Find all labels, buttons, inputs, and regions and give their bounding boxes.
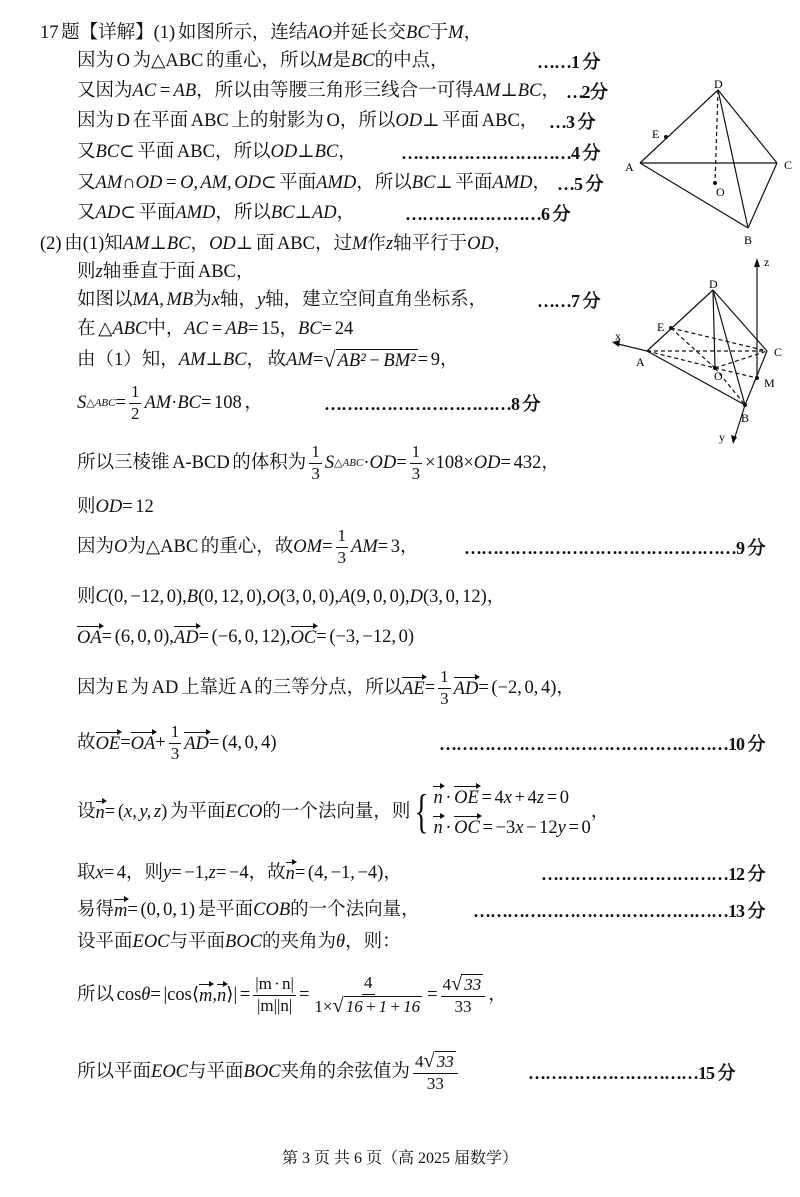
subscript: △ABC <box>334 457 364 470</box>
text-run: = 0 <box>565 817 591 838</box>
text-run: 因为 E 为 AD 上靠近 A 的三等分点，所以 <box>77 678 403 699</box>
vector: AD <box>453 679 479 700</box>
math-var: AMD <box>175 203 216 223</box>
text-run: ， <box>493 234 513 254</box>
math-var: x <box>515 817 524 838</box>
text-run: = 24 <box>321 319 354 339</box>
text-run: 33 <box>426 1073 444 1093</box>
text-run: · <box>171 393 178 414</box>
score-mark: …5 分 <box>557 174 603 194</box>
text-run: = 9， <box>417 350 459 370</box>
math-var: M <box>351 234 368 254</box>
text-run: 所以平面 <box>77 1062 152 1083</box>
text-run: · <box>442 817 455 838</box>
math-var: OD <box>95 497 123 517</box>
math-var: AMD <box>316 173 357 193</box>
brace: { <box>415 784 429 838</box>
text-run: 轴垂直于面 ABC， <box>102 262 255 282</box>
radicand: 33 <box>436 1052 454 1071</box>
math-var: ABC <box>112 319 148 339</box>
text-run: 所以 cos <box>77 985 142 1006</box>
label-A: A <box>636 355 645 369</box>
text-run: ×108× <box>425 453 474 474</box>
text-run: = ( <box>104 801 124 822</box>
math-var: z <box>536 787 545 808</box>
math-var: AM <box>95 173 123 193</box>
text-run: 所以三棱锥 A-BCD 的体积为 <box>77 453 307 474</box>
radicand: 16 + 1 + 16 <box>345 996 421 1016</box>
text-run: 3 <box>311 463 320 483</box>
math-var: BC <box>166 234 191 254</box>
math-var: AM <box>351 537 378 558</box>
radical-sign: √ <box>332 994 344 1017</box>
text-run: = −4，故 <box>215 863 286 883</box>
math-var: AM <box>178 350 206 370</box>
text-run: 又 <box>77 142 96 162</box>
text-run: 的夹角为 <box>262 932 337 952</box>
text-run: 设平面 <box>77 932 133 952</box>
math-var: BC <box>411 173 436 193</box>
text-run: 4 <box>415 1052 424 1071</box>
text-run: = <box>424 678 436 699</box>
math-var: ECO <box>225 801 263 822</box>
text-run: 1 <box>438 668 451 689</box>
math-var: A <box>339 587 351 607</box>
text-run: 作 <box>367 234 386 254</box>
text-run: 3 <box>411 463 421 483</box>
text-run: = (−2, 0, 4)， <box>478 678 575 699</box>
score-mark: ……………………………12 分 <box>541 864 765 884</box>
text-run: 的一个法向量， <box>290 900 420 920</box>
text-run: = (6, 0, 0), <box>101 627 174 647</box>
vector: AE <box>402 679 425 700</box>
vector: n <box>285 864 295 884</box>
text-run: 1 <box>169 723 182 744</box>
vector: AD <box>173 628 199 648</box>
text-run: ⊂ 平面 <box>261 173 317 193</box>
text-run: 为 <box>193 290 212 310</box>
text-run: (2) 由(1)知 <box>40 234 123 254</box>
vector: n <box>433 817 443 838</box>
text-run: ∩ <box>122 173 136 193</box>
text-run: 则 <box>77 497 96 517</box>
math-var: θ <box>336 932 346 952</box>
score-mark: ……………………6 分 <box>405 204 570 224</box>
math-var: S <box>324 453 335 474</box>
text-run: 3 <box>337 547 347 567</box>
text-run: 则 <box>77 262 96 282</box>
vector: OA <box>130 734 156 755</box>
math-var: C <box>95 587 108 607</box>
math-var: OD <box>209 234 236 254</box>
radicand: AB² − BM² <box>337 351 416 371</box>
text-run: ⊂ 平面 <box>120 203 176 223</box>
label-E: E <box>657 320 665 334</box>
math-var: y <box>256 290 266 310</box>
text-run: 易得 <box>77 900 115 920</box>
text-run: ，所以 <box>356 173 412 193</box>
text-run: 又因为 <box>77 81 133 101</box>
text-run: ， <box>590 801 610 822</box>
math-var: AD <box>311 203 337 223</box>
text-run: (3, 0, 0), <box>279 587 340 607</box>
math-var: AM <box>144 393 172 414</box>
radicand: 33 <box>464 975 482 994</box>
math-var: AO <box>307 23 332 43</box>
score-mark: ………………………………………13 分 <box>473 901 765 921</box>
text-run: 又 <box>77 203 96 223</box>
text-run: ⊥ <box>149 234 167 254</box>
math-var: x <box>95 863 104 883</box>
radical-sign: √ <box>423 1050 435 1072</box>
text-run: 于 <box>429 23 449 43</box>
text-run: ⊥ <box>297 142 315 162</box>
text-run: 33 <box>454 996 472 1016</box>
radical-sign: √ <box>451 973 463 995</box>
text-run: 3 <box>440 688 449 708</box>
text-run: 的一个法向量，则 <box>262 801 411 822</box>
text-run: 如图以 <box>77 290 133 310</box>
text-run: (3, 0, 12)， <box>422 587 506 607</box>
text-run: ，则： <box>345 932 401 952</box>
text-run: 中， <box>147 319 185 339</box>
vector: OE <box>95 734 121 755</box>
text-run: 设 <box>77 801 96 822</box>
math-var: BC <box>298 319 322 339</box>
math-var: S <box>77 393 87 414</box>
text-run: 因为 O 为△ABC 的重心，所以 <box>77 51 318 71</box>
text-run: 与平面 <box>188 1062 244 1083</box>
math-var: BOC <box>225 932 263 952</box>
math-var: OD <box>467 234 494 254</box>
text-run: = 12 <box>122 497 154 517</box>
score-mark: ……7 分 <box>537 291 600 311</box>
math-var: BC <box>177 393 201 414</box>
text-run: ) 为平面 <box>161 801 226 822</box>
text-run: ⊥ 面 ABC，过 <box>235 234 352 254</box>
math-var: COB <box>253 900 291 920</box>
math-var: x <box>211 290 220 310</box>
text-run: ， <box>336 203 356 223</box>
text-run: = (4, 0, 4) <box>208 733 277 754</box>
score-mark: …………………………15 分 <box>528 1063 735 1083</box>
math-var: x <box>503 787 512 808</box>
text-run: = |cos⟨ <box>150 985 200 1006</box>
math-var: O <box>114 537 128 558</box>
subscript: △ABC <box>86 397 116 410</box>
text-run: 与平面 <box>169 932 226 952</box>
label-C: C <box>774 345 783 359</box>
math-var: M <box>448 23 464 43</box>
label-D: D <box>714 77 723 91</box>
vector: n <box>217 986 227 1007</box>
text-run: 3 <box>170 743 180 763</box>
text-run: (0, −12, 0), <box>107 587 187 607</box>
math-var: y <box>557 817 566 838</box>
math-var: O <box>266 587 280 607</box>
text-run: = <box>396 453 407 474</box>
text-run: |m · n| <box>253 975 296 996</box>
text-run: 故 <box>77 733 96 754</box>
text-run: ⟩| = <box>226 985 251 1006</box>
math-var: OD = O, AM, OD <box>135 173 262 193</box>
text-run: ⊥ <box>500 81 518 101</box>
score-mark: ……………………………………………10 分 <box>439 734 765 754</box>
text-run: = <box>298 985 310 1006</box>
math-var: BC <box>314 142 339 162</box>
text-run: 2 <box>130 403 140 423</box>
text-run: ，所以由等腰三角形三线合一可得 <box>196 81 474 101</box>
label-C: C <box>784 158 793 172</box>
label-B: B <box>741 411 750 425</box>
text-run: = (4, −1, −4)， <box>294 863 402 883</box>
label-M: M <box>764 376 775 390</box>
math-var: θ <box>141 985 151 1006</box>
vector: m <box>199 986 213 1007</box>
text-run: 取 <box>77 863 96 883</box>
text-run: 1 <box>336 527 349 548</box>
text-run: 17 题【详解】(1) 如图所示，连结 <box>40 23 308 43</box>
label-A: A <box>625 160 634 174</box>
math-var: OD <box>473 453 501 474</box>
text-run: ， <box>541 81 560 101</box>
page-footer: 第 3 页 共 6 页（高 2025 届数学） <box>281 1150 518 1167</box>
math-var: AM <box>473 81 501 101</box>
text-run: ⊥ <box>294 203 312 223</box>
text-run: ， 故 <box>246 350 287 370</box>
text-run: ⊥ <box>205 350 223 370</box>
math-var: AMD <box>492 173 533 193</box>
text-run: 4 <box>442 975 452 994</box>
text-run: 并延长交 <box>332 23 407 43</box>
text-run: = <box>322 537 333 558</box>
math-var: BC <box>222 350 247 370</box>
math-var: BC <box>406 23 430 43</box>
vector: n <box>433 787 443 808</box>
text-run: = −3 <box>479 817 516 838</box>
math-var: BC <box>95 142 120 162</box>
text-run: − 12 <box>523 817 558 838</box>
text-run: 轴， <box>219 290 257 310</box>
text-run: = (−6, 0, 12), <box>198 627 291 647</box>
text-run: = <box>427 985 438 1006</box>
text-run: 在 △ <box>77 319 113 339</box>
math-var: MA, MB <box>132 290 194 310</box>
text-run: ， <box>488 985 507 1006</box>
vector: OC <box>290 628 317 648</box>
math-var: z <box>95 262 103 282</box>
math-var: AC = AB <box>132 81 197 101</box>
math-var: M <box>317 51 333 71</box>
text-run: (0, 12, 0), <box>198 587 267 607</box>
text-run: = 0 <box>544 787 570 808</box>
text-run: ⊥ 平面 ABC， <box>422 111 539 131</box>
label-O: O <box>714 369 723 383</box>
label-z: z <box>764 255 770 269</box>
text-run: 是 <box>332 51 351 71</box>
math-var: AM <box>122 234 150 254</box>
math-var: OD <box>395 111 423 131</box>
text-run: · <box>442 787 455 808</box>
math-var: z <box>385 234 394 254</box>
text-run: = −1, <box>171 863 209 883</box>
math-var: z <box>208 863 216 883</box>
vector: OE <box>454 787 479 808</box>
math-var: EOC <box>132 932 170 952</box>
text-run: 1 <box>309 443 322 464</box>
vector: AD <box>184 734 209 755</box>
text-run: = <box>115 393 126 414</box>
score-mark: …………………………4 分 <box>401 143 600 163</box>
label-x: x <box>615 329 621 343</box>
text-run: = 15， <box>247 319 299 339</box>
math-var: EOC <box>151 1062 189 1083</box>
text-run: |m||n| <box>256 995 293 1015</box>
score-mark: …3 分 <box>549 112 595 132</box>
text-run: + 4 <box>511 787 537 808</box>
text-run: ⊥ 平面 <box>435 173 493 193</box>
text-run: 因为 D 在平面 ABC 上的射影为 O，所以 <box>77 111 396 131</box>
label-D: D <box>709 277 718 291</box>
text-run: 由（1）知， <box>77 350 179 370</box>
label-O: O <box>716 185 725 199</box>
text-run: · <box>363 453 370 474</box>
math-var: BOC <box>243 1062 281 1083</box>
text-run: ，所以 <box>215 203 271 223</box>
text-run: ， <box>190 234 210 254</box>
text-run: 则 <box>77 587 96 607</box>
math-var: D <box>409 587 423 607</box>
text-run: = (−3, −12, 0) <box>316 627 415 647</box>
text-run: ， <box>463 23 483 43</box>
label-E: E <box>652 127 660 141</box>
text-run: = 108 ， <box>200 393 263 414</box>
text-run: = 432， <box>500 453 560 474</box>
score-mark: …2 分 <box>566 82 606 102</box>
text-run: + <box>155 733 166 754</box>
text-run: (9, 0, 0), <box>350 587 410 607</box>
text-run: ⊂ 平面 ABC，所以 <box>119 142 271 162</box>
math-var: OD <box>369 453 397 474</box>
math-var: AC = AB <box>184 319 248 339</box>
score-mark: ……………………………8 分 <box>324 394 540 414</box>
text-run: ， <box>338 142 357 162</box>
vector: OC <box>454 817 480 838</box>
text-run: 1× <box>314 996 333 1016</box>
math-var: BC <box>350 51 375 71</box>
text-run: = <box>312 350 324 370</box>
label-B: B <box>744 233 753 247</box>
text-run: 为△ABC 的重心，故 <box>127 537 294 558</box>
text-run: = <box>120 733 131 754</box>
vector: OA <box>77 628 102 648</box>
score-mark: ……1 分 <box>537 52 600 72</box>
text-run: 1 <box>410 443 423 464</box>
text-run: = (0, 0, 1) 是平面 <box>127 900 254 920</box>
text-run: 又 <box>77 173 96 193</box>
vector: n <box>95 802 105 823</box>
text-run: = 3， <box>377 537 419 558</box>
math-var: BC <box>517 81 542 101</box>
math-var: AM <box>286 350 313 370</box>
text-run: ， <box>532 173 552 193</box>
score-mark: …………………………………………9 分 <box>464 538 765 558</box>
label-y: y <box>719 430 725 444</box>
text-run: 因为 <box>77 537 115 558</box>
text-run: , <box>212 985 218 1006</box>
text-run: 轴平行于 <box>393 234 468 254</box>
text-run: 的中点， <box>374 51 449 71</box>
math-var: x, y, z <box>124 801 162 822</box>
math-var: BC <box>270 203 295 223</box>
math-var: B <box>186 587 199 607</box>
math-var: OM <box>293 537 323 558</box>
math-var: AD <box>95 203 121 223</box>
text-run: = 4 <box>478 787 504 808</box>
text-run: = 4，则 <box>103 863 164 883</box>
text-run: 4 <box>362 974 375 995</box>
vector: m <box>114 901 128 921</box>
text-run: 1 <box>129 383 142 404</box>
text-run: 轴，建立空间直角坐标系， <box>265 290 488 310</box>
radical-sign: √ <box>323 347 336 372</box>
text-run: 夹角的余弦值为 <box>280 1062 411 1083</box>
math-var: y <box>163 863 172 883</box>
math-var: OD <box>270 142 298 162</box>
